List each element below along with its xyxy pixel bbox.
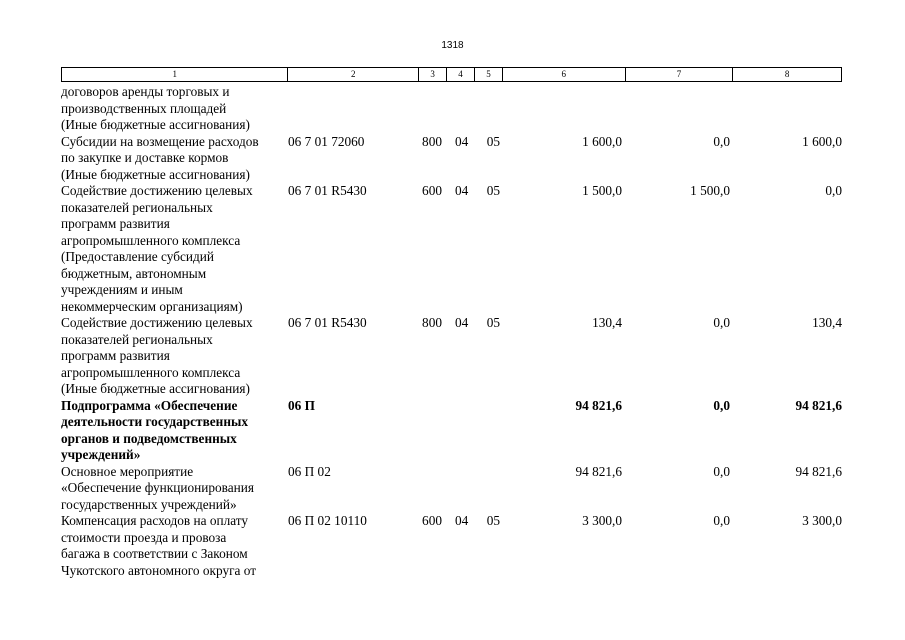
program-code: 06 П 02 10110 (288, 513, 367, 528)
description-line: (Иные бюджетные ассигнования) (61, 166, 250, 182)
program-code: 06 П (288, 397, 315, 413)
subsection: 05 (486, 513, 500, 528)
description-line: некоммерческим организациям) (61, 298, 243, 314)
table-row (0, 84, 905, 134)
amount-col-8: 1 600,0 (802, 133, 842, 149)
header-col-7: 7 (626, 68, 734, 81)
description-line: (Предоставление субсидий (61, 249, 215, 264)
header-col-4: 4 (447, 68, 475, 81)
program-code: 06 7 01 R5430 (288, 183, 367, 198)
expense-type: 600 (422, 513, 442, 528)
amount-col-7: 1 500,0 (690, 183, 730, 198)
description-line: программ развития (61, 348, 170, 363)
amount-col-8: 94 821,6 (795, 397, 842, 413)
description-line: агропромышленного комплекса (61, 364, 241, 380)
description-line: учреждений» (61, 447, 141, 462)
amount-col-6: 1 600,0 (582, 133, 622, 149)
description-line: багажа в соответствии с Законом (61, 546, 248, 561)
budget-table-body (0, 84, 905, 579)
program-code: 06 7 01 72060 (288, 133, 365, 149)
row-description (61, 183, 286, 315)
amount-col-6: 3 300,0 (582, 513, 622, 528)
row-description (61, 398, 286, 464)
description-line: показателей региональных (61, 199, 213, 215)
description-line: по закупке и доставке кормов (61, 150, 229, 165)
section: 04 (455, 133, 469, 149)
description-line: программ развития (61, 216, 170, 231)
description-line: агропромышленного комплекса (61, 232, 241, 248)
page-number: 1318 (441, 40, 464, 51)
amount-col-7: 0,0 (713, 397, 730, 413)
description-line: показателей региональных (61, 331, 213, 347)
column-number-header (61, 67, 842, 82)
description-line: государственных учреждений» (61, 496, 237, 512)
amount-col-7: 0,0 (713, 513, 730, 528)
expense-type: 800 (422, 133, 442, 149)
subsection: 05 (486, 133, 500, 149)
description-line: (Иные бюджетные ассигнования) (61, 117, 250, 132)
description-line: Субсидии на возмещение расходов (61, 133, 259, 149)
amount-col-8: 0,0 (825, 183, 842, 198)
expense-type: 800 (422, 315, 442, 330)
table-row (0, 134, 905, 184)
description-line: учреждениям и иным (61, 282, 183, 297)
section: 04 (455, 183, 469, 198)
table-row (0, 513, 905, 579)
amount-col-6: 1 500,0 (582, 183, 622, 198)
description-line: бюджетным, автономным (61, 265, 207, 281)
amount-col-8: 3 300,0 (802, 513, 842, 528)
header-col-1: 1 (62, 68, 288, 81)
description-line: Содействие достижению целевых (61, 183, 253, 198)
header-col-3: 3 (419, 68, 447, 81)
program-code: 06 П 02 (288, 463, 331, 479)
row-description (61, 134, 286, 184)
description-line: Основное мероприятие (61, 463, 194, 479)
row-description (61, 513, 286, 579)
description-line: договоров аренды торговых и (61, 84, 230, 99)
header-col-6: 6 (503, 68, 626, 81)
section: 04 (455, 513, 469, 528)
table-row (0, 315, 905, 398)
table-row (0, 398, 905, 464)
description-line: Содействие достижению целевых (61, 315, 253, 330)
header-col-5: 5 (475, 68, 503, 81)
table-row (0, 464, 905, 514)
amount-col-7: 0,0 (713, 463, 730, 479)
description-line: Чукотского автономного округа от (61, 562, 257, 578)
expense-type: 600 (422, 183, 442, 198)
section: 04 (455, 315, 469, 330)
table-row (0, 183, 905, 315)
description-line: «Обеспечение функционирования (61, 480, 254, 495)
amount-col-8: 94 821,6 (795, 463, 842, 479)
amount-col-6: 94 821,6 (575, 397, 622, 413)
header-col-8: 8 (784, 69, 790, 79)
description-line: деятельности государственных (61, 414, 249, 429)
description-line: производственных площадей (61, 100, 227, 116)
description-line: Компенсация расходов на оплату (61, 513, 249, 528)
program-code: 06 7 01 R5430 (288, 315, 367, 330)
amount-col-6: 130,4 (592, 315, 622, 330)
row-description (61, 315, 286, 398)
description-line: Подпрограмма «Обеспечение (61, 397, 238, 413)
amount-col-7: 0,0 (713, 133, 730, 149)
row-description (61, 464, 286, 514)
description-line: стоимости проезда и провоза (61, 529, 227, 545)
description-line: (Иные бюджетные ассигнования) (61, 381, 250, 396)
description-line: органов и подведомственных (61, 430, 237, 446)
subsection: 05 (486, 315, 500, 330)
row-description (61, 84, 286, 134)
amount-col-7: 0,0 (713, 315, 730, 330)
amount-col-8: 130,4 (812, 315, 842, 330)
amount-col-6: 94 821,6 (575, 463, 622, 479)
subsection: 05 (486, 183, 500, 198)
header-col-2: 2 (288, 68, 419, 81)
